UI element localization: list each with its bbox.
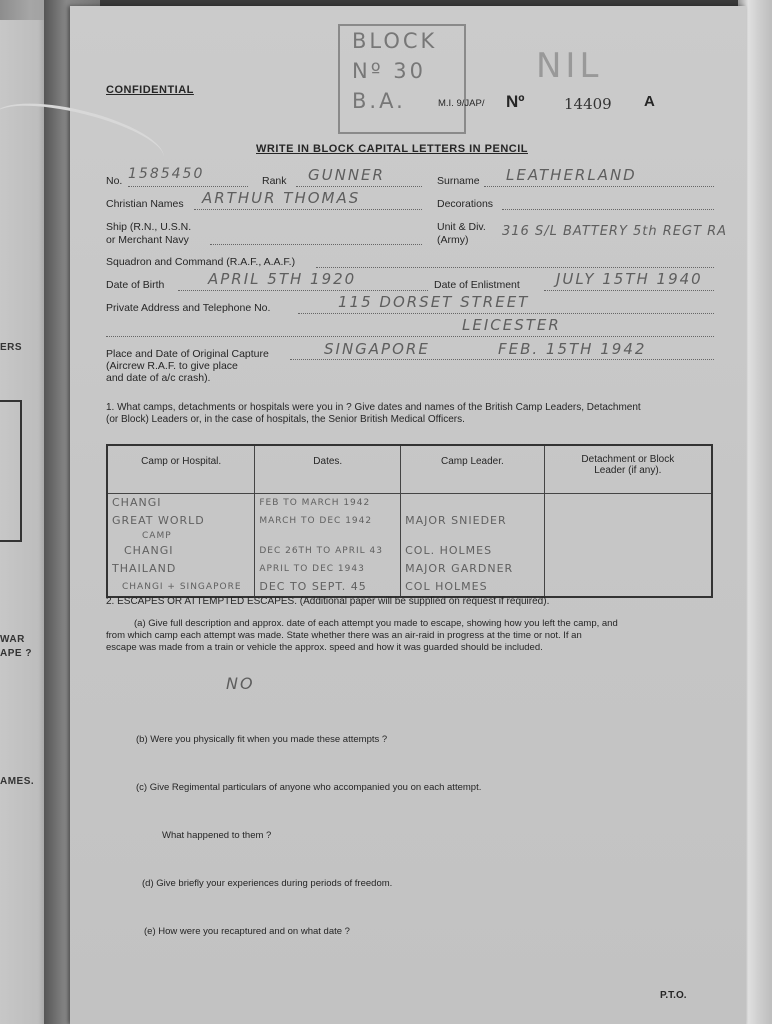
unit-label-2: (Army) [437,234,469,246]
capture-label-2: (Aircrew R.A.F. to give place [106,360,238,372]
block-stamp [338,24,466,134]
dates-column [255,494,401,598]
rank-value: GUNNER [308,166,385,184]
table-cell: APRIL TO DEC 1943 [259,564,365,574]
questionnaire-page [70,6,746,1024]
table-cell [405,494,540,512]
unit-value: 316 S/L BATTERY 5th REGT RA [502,224,728,239]
question-2a-text-2: from which camp each attempt was made. State whether there was an air-raid in progress at the time or not. If an [106,630,582,641]
rank-label: Rank [262,175,287,187]
table-cell: GREAT WORLD [112,514,205,527]
unit-label: Unit & Div. [437,221,486,233]
table-cell: CAMP [142,531,172,541]
decorations-label: Decorations [437,198,494,210]
date-of-enlistment-label: Date of Enlistment [434,279,520,291]
left-page-fragment: AMES. [0,776,35,787]
question-2a-text: (a) Give full description and approx. date of each attempt you made to escape, showing how you left the camp, and [134,618,618,629]
table-cell: DEC 26TH TO APRIL 43 [259,546,383,556]
surname-label: Surname [437,175,480,187]
left-page-fragment: WAR [0,634,25,645]
camp-column [107,494,255,598]
question-1-text-2: (or Block) Leaders or, in the case of hospitals, the Senior British Medical Officers. [106,414,465,425]
nil-mark: NIL [536,46,603,86]
question-2e-text: (e) How were you recaptured and on what date ? [144,926,350,937]
address-line-2: LEICESTER [462,316,561,334]
table-cell: FEB TO MARCH 1942 [259,498,371,508]
table-cell: CHANGI [124,544,174,557]
question-2b-text: (b) Were you physically fit when you made these attempts ? [136,734,388,745]
question-1-text: 1. What camps, detachments or hospitals were you in ? Give dates and names of the British Camp Leaders, Detachment [106,402,641,413]
question-2a-text-3: escape was made from a train or vehicle the approx. speed and how it was guarded should be included. [106,642,543,653]
surname-value: LEATHERLAND [506,166,637,184]
table-cell: COL. HOLMES [405,544,493,557]
pto-label: P.T.O. [660,990,687,1001]
camp-table-header [107,445,712,494]
stamp-line: B.A. [352,89,406,113]
ship-label: Ship (R.N., U.S.N. [106,221,192,233]
date-of-birth-label: Date of Birth [106,279,165,291]
question-2c-followup: What happened to them ? [162,830,272,841]
number-label: Nº [506,92,525,111]
capture-date-value: FEB. 15TH 1942 [498,340,647,358]
mi-reference: M.I. 9/JAP/ [438,98,485,109]
column-header: Camp Leader. [401,445,545,494]
table-cell: CHANGI [112,496,162,509]
squadron-label: Squadron and Command (R.A.F., A.A.F.) [106,256,296,268]
column-header: Camp or Hospital. [107,445,255,494]
confidential-label: CONFIDENTIAL [106,84,194,96]
service-number-value: 1585450 [128,166,205,182]
date-of-enlistment-value: JULY 15TH 1940 [556,270,703,288]
camp-table-body [107,494,712,598]
column-header: Dates. [255,445,401,494]
detachment-column [544,494,712,598]
capture-label: Place and Date of Original Capture [106,348,269,360]
address-line-1: 115 DORSET STREET [338,293,530,311]
stamp-line: BLOCK [352,29,438,53]
question-2a-answer: NO [226,674,255,693]
question-2-title: 2. ESCAPES OR ATTEMPTED ESCAPES. (Additional paper will be supplied on request if required). [106,596,550,607]
table-cell: MARCH TO DEC 1942 [259,516,373,526]
table-cell [259,530,396,542]
service-number-label: No. [106,175,123,187]
christian-names-value: ARTHUR THOMAS [202,189,361,207]
question-2c-text: (c) Give Regimental particulars of anyone who accompanied you on each attempt. [136,782,482,793]
series-letter: A [644,93,655,110]
leader-column [401,494,545,598]
serial-number: 14409 [564,95,612,113]
table-cell: COL HOLMES [405,580,488,593]
question-2d-text: (d) Give briefly your experiences during periods of freedom. [142,878,393,889]
camp-table [106,444,713,598]
left-page-box [0,400,22,542]
capture-label-3: and date of a/c crash). [106,372,211,384]
left-page-fragment: APE ? [0,648,32,659]
form-instruction: WRITE IN BLOCK CAPITAL LETTERS IN PENCIL [256,143,528,155]
table-cell: THAILAND [112,562,177,575]
table-cell: MAJOR SNIEDER [405,514,507,527]
stamp-line: Nº 30 [352,59,427,83]
table-cell: CHANGI + SINGAPORE [122,582,242,592]
table-cell [405,530,540,542]
table-cell: MAJOR GARDNER [405,562,514,575]
table-cell: DEC TO SEPT. 45 [259,580,367,593]
left-page-fragment: ERS [0,342,23,353]
christian-names-label: Christian Names [106,198,184,210]
column-header: Detachment or Block Leader (if any). [544,445,712,494]
ship-label-2: or Merchant Navy [106,234,189,246]
address-label: Private Address and Telephone No. [106,302,271,314]
capture-place-value: SINGAPORE [324,340,430,358]
previous-page [0,20,49,1024]
date-of-birth-value: APRIL 5TH 1920 [208,270,357,288]
